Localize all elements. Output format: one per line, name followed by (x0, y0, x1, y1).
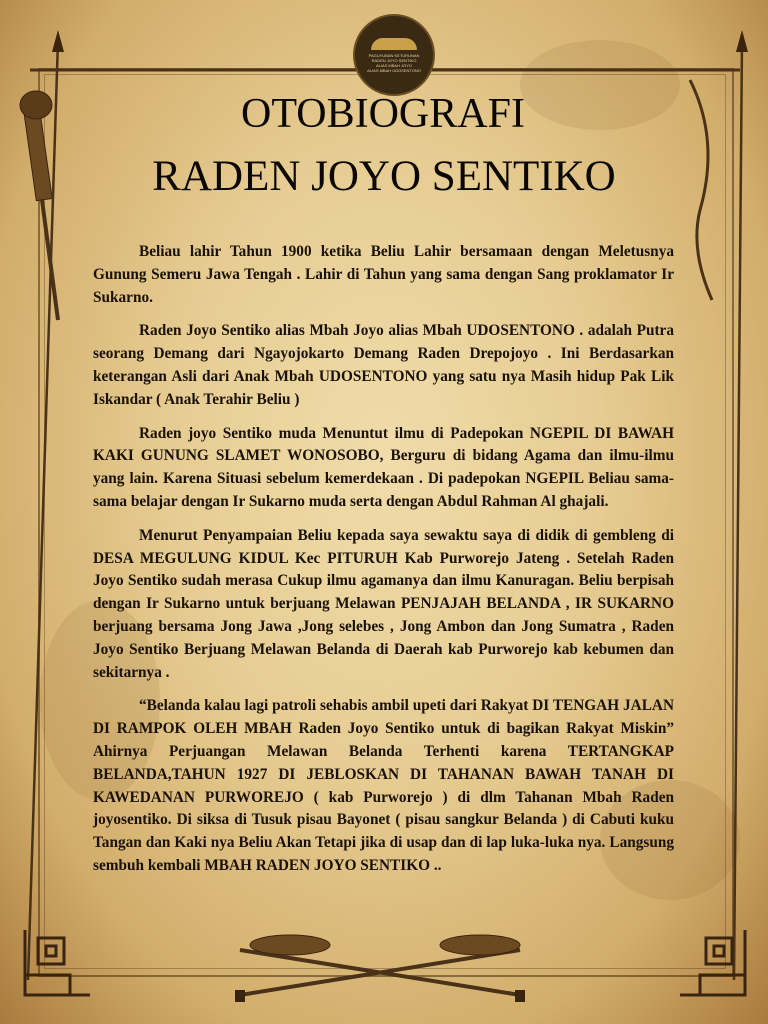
page-subtitle: RADEN JOYO SENTIKO (152, 153, 616, 200)
biography-body (93, 241, 674, 889)
page-title: OTOBIOGRAFI (241, 91, 525, 137)
corner-ornament-icon (25, 930, 90, 995)
emblem-logo (353, 14, 435, 96)
paragraph: Raden joyo Sentiko muda Menuntut ilmu di Padepokan NGEPIL DI BAWAH KAKI GUNUNG SLAMET WONOSOBO, Berguru di bidang Agama dan ilmu-ilmu yang lain. Karena Situasi sebelum kemerdekaan . Di padepokan NGEPIL Beliau sama-sama belajar dengan Ir Sukarno muda serta dengan Abdul Rahman Al ghajali. (93, 424, 674, 510)
emblem-text: RADEN JOYO SENTIKO (371, 57, 417, 63)
emblem-text: ALIAS MBAH JOYO (375, 62, 412, 68)
emblem-text: PAGUYUBAN KETURUNAN (368, 52, 420, 58)
paragraph: Raden Joyo Sentiko alias Mbah Joyo alias Mbah UDOSENTONO . adalah Putra seorang Demang dari Ngayojokarto Demang Raden Drepojoyo . Ini Berdasarkan keterangan Asli dari Anak Mbah UDOSENTONO yang satu nya Masih hidup Pak Lik Iskandar ( Anak Terahir Beliu ) (93, 322, 674, 408)
emblem-text: ALIAS MBAH UDOSENTONO (367, 67, 421, 73)
paragraph: “Belanda kalau lagi patroli sehabis ambil upeti dari Rakyat DI TENGAH JALAN DI RAMPOK OLEH MBAH Raden Joyo Sentiko untuk di bagikan Rakyat Miskin” Ahirnya Perjuangan Melawan Belanda Terhenti karena TERTANGKAP BELANDA,TAHUN 1927 DI JEBLOSKAN DI TAHANAN BAWAH TANAH DI KAWEDANAN PURWOREJO ( kab Purworejo ) di dlm Tahanan Mbah Raden joyosentiko. Di siksa di Tusuk pisau Bayonet ( pisau sangkur Belanda ) di Cabuti kuku Tangan dan Kaki nya Beliu Akan Tetapi jika di usap dan di lap luka-luka nya. Langsung sembuh kembali MBAH RADEN JOYO SENTIKO .. (93, 697, 674, 874)
paragraph: Beliau lahir Tahun 1900 ketika Beliu Lahir bersamaan dengan Meletusnya Gunung Semeru Jawa Tengah . Lahir di Tahun yang sama dengan Sang proklamator Ir Sukarno. (93, 243, 674, 306)
paragraph: Menurut Penyampaian Beliu kepada saya sewaktu saya di didik di gembleng di DESA MEGULUNG KIDUL Kec PITURUH Kab Purworejo Jateng . Setelah Raden Joyo Sentiko sudah merasa Cukup ilmu agamanya dan ilmu Kanuragan. Beliu berpisah dengan Ir Sukarno untuk berjuang Melawan PENJAJAH BELANDA , IR SUKARNO berjuang bersama Jong Jawa ,Jong selebes , Jong Ambon dan Jong Sumatra , Raden Joyo Sentiko Berjuang Melawan Belanda di Daerah kab Purworejo kab kebumen dan sekitarnya . (93, 526, 674, 681)
crossed-paddles-icon (235, 935, 525, 1002)
emblem-cap (371, 38, 417, 50)
